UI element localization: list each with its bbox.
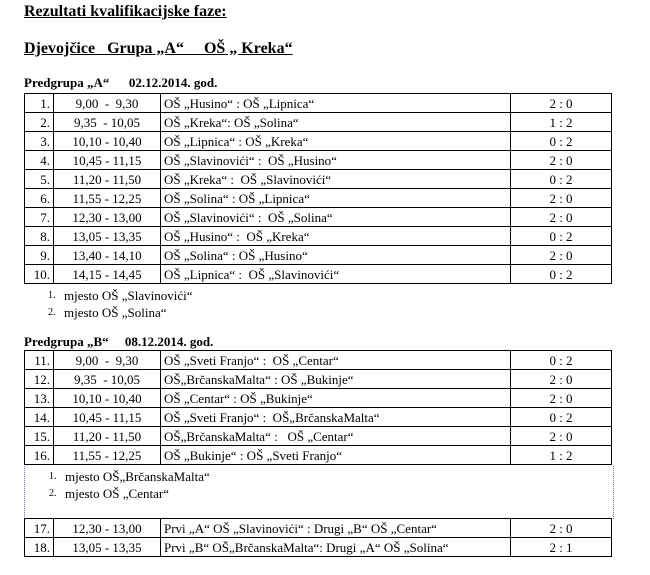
match-result: 2 : 0 — [511, 519, 612, 538]
table-row — [25, 227, 612, 246]
match-time: 11,55 - 12,25 — [54, 189, 161, 208]
match-time: 11,55 - 12,25 — [54, 446, 161, 465]
list-item — [25, 485, 613, 502]
match-teams: OŠ „Solina“ : OŠ „Husino“ — [161, 246, 511, 265]
match-time: 10,45 - 11,15 — [54, 408, 161, 427]
subgroup-b-table — [24, 350, 612, 465]
match-number: 1. — [25, 94, 54, 113]
match-time: 14,15 - 14,45 — [54, 265, 161, 284]
match-result: 2 : 0 — [511, 208, 612, 227]
table-row — [25, 351, 612, 370]
match-teams: OŠ „Slavinovići“ : OŠ „Solina“ — [161, 208, 511, 227]
group-title: Djevojčice Grupa „A“ OŠ „ Kreka“ — [24, 40, 293, 57]
match-number: 18. — [25, 538, 54, 557]
match-time: 12,30 - 13,00 — [54, 208, 161, 227]
match-time: 9,00 - 9,30 — [54, 351, 161, 370]
match-number: 3. — [25, 132, 54, 151]
match-result: 0 : 2 — [511, 170, 612, 189]
table-row — [25, 446, 612, 465]
table-row — [25, 113, 612, 132]
match-result: 0 : 2 — [511, 408, 612, 427]
match-result: 2 : 0 — [511, 370, 612, 389]
rank-text: mjesto OŠ „Slavinovići“ — [64, 288, 193, 303]
match-time: 13,40 - 14,10 — [54, 246, 161, 265]
match-number: 14. — [25, 408, 54, 427]
match-result: 2 : 0 — [511, 151, 612, 170]
rank-number: 1. — [49, 471, 57, 482]
match-time: 9,35 - 10,05 — [54, 113, 161, 132]
table-row — [25, 170, 612, 189]
match-number: 12. — [25, 370, 54, 389]
match-result: 2 : 0 — [511, 427, 612, 446]
match-result: 0 : 2 — [511, 132, 612, 151]
subgroup-b-title: Predgrupa „B“ 08.12.2014. god. — [24, 334, 214, 349]
match-number: 10. — [25, 265, 54, 284]
match-teams: OŠ „Bukinje“ : OŠ „Sveti Franjo“ — [161, 446, 511, 465]
match-result: 2 : 0 — [511, 246, 612, 265]
match-teams: OŠ „Husino“ : OŠ „Lipnica“ — [161, 94, 511, 113]
match-teams: Prvi „B“ OŠ„BrčanskaMalta“: Drugi „A“ OŠ „Solina“ — [161, 538, 511, 557]
table-row — [25, 265, 612, 284]
list-item — [25, 468, 613, 485]
match-teams: OŠ „Lipnica“ : OŠ „Slavinovići“ — [161, 265, 511, 284]
match-result: 2 : 0 — [511, 189, 612, 208]
match-result: 0 : 2 — [511, 351, 612, 370]
match-number: 15. — [25, 427, 54, 446]
subgroup-b-ranking — [24, 466, 614, 519]
match-time: 10,10 - 10,40 — [54, 132, 161, 151]
table-row — [25, 519, 612, 538]
match-result: 0 : 2 — [511, 227, 612, 246]
match-number: 4. — [25, 151, 54, 170]
match-teams: OŠ „Solina“ : OŠ „Lipnica“ — [161, 189, 511, 208]
match-number: 7. — [25, 208, 54, 227]
table-row — [25, 151, 612, 170]
match-number: 5. — [25, 170, 54, 189]
match-time: 11,20 - 11,50 — [54, 170, 161, 189]
table-row — [25, 427, 612, 446]
match-number: 6. — [25, 189, 54, 208]
table-row — [25, 246, 612, 265]
rank-number: 2. — [48, 307, 56, 318]
match-result: 1 : 2 — [511, 446, 612, 465]
match-time: 9,00 - 9,30 — [54, 94, 161, 113]
match-teams: OŠ„BrčanskaMalta“ : OŠ „Bukinje“ — [161, 370, 511, 389]
match-time: 10,45 - 11,15 — [54, 151, 161, 170]
match-result: 0 : 2 — [511, 265, 612, 284]
match-teams: OŠ „Sveti Franjo“ : OŠ „Centar“ — [161, 351, 511, 370]
match-time: 13,05 - 13,35 — [54, 538, 161, 557]
match-teams: OŠ „Sveti Franjo“ : OŠ„BrčanskaMalta“ — [161, 408, 511, 427]
table-row — [25, 94, 612, 113]
match-number: 13. — [25, 389, 54, 408]
table-row — [25, 208, 612, 227]
match-teams: OŠ „Slavinovići“ : OŠ „Husino“ — [161, 151, 511, 170]
subgroup-a-ranking — [24, 287, 612, 321]
match-number: 9. — [25, 246, 54, 265]
rank-text: mjesto OŠ „Solina“ — [64, 305, 167, 320]
list-item — [24, 304, 612, 321]
subgroup-a-title: Predgrupa „A“ 02.12.2014. god. — [24, 75, 218, 90]
table-row — [25, 389, 612, 408]
match-teams: OŠ „Husino“ : OŠ „Kreka“ — [161, 227, 511, 246]
match-number: 8. — [25, 227, 54, 246]
table-row — [25, 370, 612, 389]
match-teams: OŠ „Lipnica“ : OŠ „Kreka“ — [161, 132, 511, 151]
page-heading: Rezultati kvalifikacijske faze: — [24, 3, 227, 20]
match-teams: OŠ„BrčanskaMalta“ : OŠ „Centar“ — [161, 427, 511, 446]
match-teams: OŠ „Kreka“: OŠ „Solina“ — [161, 113, 511, 132]
rank-number: 1. — [48, 290, 56, 301]
match-time: 10,10 - 10,40 — [54, 389, 161, 408]
match-time: 9,35 - 10,05 — [54, 370, 161, 389]
table-row — [25, 538, 612, 557]
match-number: 2. — [25, 113, 54, 132]
table-row — [25, 189, 612, 208]
finals-table — [24, 518, 612, 557]
match-number: 16. — [25, 446, 54, 465]
list-item — [24, 287, 612, 304]
match-result: 2 : 1 — [511, 538, 612, 557]
rank-number: 2. — [49, 488, 57, 499]
match-time: 13,05 - 13,35 — [54, 227, 161, 246]
match-result: 2 : 0 — [511, 389, 612, 408]
match-time: 11,20 - 11,50 — [54, 427, 161, 446]
match-teams: OŠ „Centar“ : OŠ „Bukinje“ — [161, 389, 511, 408]
subgroup-a-table — [24, 93, 612, 284]
match-time: 12,30 - 13,00 — [54, 519, 161, 538]
match-number: 17. — [25, 519, 54, 538]
rank-text: mjesto OŠ „Centar“ — [65, 486, 169, 501]
table-row — [25, 408, 612, 427]
match-teams: OŠ „Kreka“ : OŠ „Slavinovići“ — [161, 170, 511, 189]
match-result: 1 : 2 — [511, 113, 612, 132]
match-teams: Prvi „A“ OŠ „Slavinovići“ : Drugi „B“ OŠ „Centar“ — [161, 519, 511, 538]
rank-text: mjesto OŠ„BrčanskaMalta“ — [65, 469, 210, 484]
match-result: 2 : 0 — [511, 94, 612, 113]
match-number: 11. — [25, 351, 54, 370]
table-row — [25, 132, 612, 151]
